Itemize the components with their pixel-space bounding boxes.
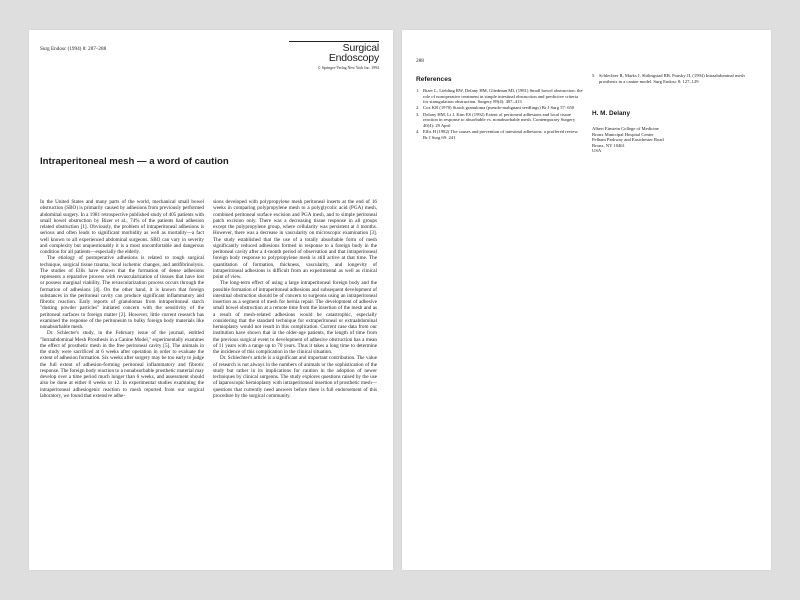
paragraph: Dr. Schlecter's study, in the February issue of the journal, entitled "Intraabdominal Mesh Prosthesis in a Canine Model," experimentally examines the effect of prosthetic mesh in the free peritoneal cavity [5]. The animals in the study were sacrificed at 6 weeks after operation in order to evaluate the extent of adhesion formation. Six weeks after surgery may be too early to judge the full extent of adhesion-forming peritoneal inflammatory and fibrotic response. The foreign body reaction to a nonabsorbable prosthetic material may develop over a time period much longer than 6 weeks, and assessment should also be done at either 8 weeks or 12. In experimental studies examining the intraperitoneal adhesiogenic reaction to mesh reported from our surgical laboratory, we found that extensive adhe- <box>40 330 204 399</box>
logo-line2: Endoscopy <box>328 52 379 64</box>
reference-item <box>416 129 584 140</box>
reference-number: 2. <box>416 105 420 111</box>
reference-item <box>416 112 584 129</box>
left-page <box>29 30 393 570</box>
affiliation-line: Bronx, NY 10461 <box>592 142 625 148</box>
paragraph: The long-term effect of using a large intraperitoneal foreign body and the possible formation of intraperitoneal adhesions and subsequent development of intestinal obstruction should be of concern to surgeons using an intraperitoneal insertion as a segment of mesh for hernia repair. The development of adhesive small bowel obstruction at a remote time from the insertion of the mesh and as a result of mesh-related adhesions would be catastrophic, especially considering that the standard technique for extraperitoneal or extraabdominal hernioplasty would not result in this complication. Current case data from our institution have shown that in the older-age patients, the length of time from the previous surgical event to development of adhesive obstruction has a mean of 11 years with a range up to 70 years. Thus it takes a long time to determine the incidence of this complication in the clinical situation. <box>213 280 377 355</box>
body-column-right <box>213 199 377 399</box>
paragraph: In the United States and many parts of the world, mechanical small bowel obstruction (SBO) is primarily caused by adhesions from previously performed abdominal surgery. In a 1981 retrospective published study of 405 patients with small bowel obstruction by Bizer et al., 74% of the patients had adhesion related obstruction [1]. Obviously, the problem of intraperitoneal adhesions is serious and often leads to significant morbidity as well as mortality—a fact well known to all experienced abdominal surgeons. SBO can vary in severity and complexity but unquestionably it is a most uncomfortable and dangerous condition for all patients—especially the elderly. <box>40 199 204 255</box>
journal-logo <box>289 41 379 70</box>
reference-text: Delany HM, Li J, Kim ES (1992) Extent of peritoneal adhesions and local tissue reaction in response to absorbable vs. nonabsorbable mesh. Contemporary Surgery 40(4): 29 April <box>423 111 576 128</box>
references-list-continued <box>592 73 756 85</box>
reference-number: 4. <box>416 128 420 134</box>
journal-citation: Surg Endosc (1994) 8: 287–288 <box>40 46 107 52</box>
affiliation-line: Albert Einstein College of Medicine <box>592 126 659 131</box>
author-name: H. M. Delany <box>592 110 630 117</box>
publisher-copyright: © Springer-Verlag New York Inc. 1994 <box>317 66 379 70</box>
author-affiliation <box>592 126 664 154</box>
paragraph: The etiology of postoperative adhesions is related to rough surgical technique, surgical tissue trauma, local ischemic changes, and antifibrinolysis. The studies of Ellis have shown that the formation of dense adhesions represents a reparative process with revascularization of tissues that have lost or possess marginal viability. The revascularization process occurs through the formation of adhesions [4]. On the other hand, it is known that foreign substances in the peritoneal cavity can produce significant inflammatory and fibrotic reaction. Early reports of granulomas from intraperitoneal starch "dusting powder particles" initiated concern with the sensitivity of the peritoneal surfaces to foreign matter [2]. However, little current research has examined the response of the peritoneum to bulky foreign body materials like nonabsorbable mesh. <box>40 255 204 330</box>
references-list <box>416 88 584 141</box>
page-number: 288 <box>416 58 424 64</box>
reference-item <box>592 73 756 84</box>
reference-number: 1. <box>416 88 420 93</box>
reference-text: Ellis H (1982) The causes and prevention of intestinal adhesions: a proffered review. Br J Surg 69: 241 <box>423 128 579 140</box>
article-title: Intraperitoneal mesh — a word of caution <box>40 156 229 167</box>
reference-text: Schlechter B, Marks J, Shiltngstad RB, Ponsky JL (1994) Intraabdominal mesh prosthesis in a canine model. Surg Endosc 8: 127–129 <box>599 73 745 84</box>
right-page <box>402 30 771 570</box>
reference-number: 3. <box>416 111 420 117</box>
paragraph: sions developed with polypropylene mesh peritoneal inserts at the end of 16 weeks in comparing polypropylene mesh to a polyglycolic acid (PGA) mesh, combined peritoneal surface excision and PGA mesh, and to simple peritoneal patch excision only. There was a decreasing tissue response in all groups except the polypropylene group, where cellularity was persistent at 4 months. However, there was a decrease in vascularity on microscopic examination [3]. The study established that the use of a totally absorbable form of mesh significantly reduced adhesions formed in response to a foreign body in the peritoneal cavity after a 4-month period of observation and that intraperitoneal foreign body response to polypropylene mesh is still active at that time. The quantitation of formation, thickness, vascularity, and longevity of intraperitoneal adhesions is difficult from an experimental as well as clinical point of view. <box>213 199 377 280</box>
affiliation-line: USA <box>592 148 602 154</box>
reference-text: Bizer L, Liebling RW, Delany HM, Gliedman ML (1981) Small bowel obstruction: the role of nonoperative treatment in simple intestinal obstruction and predictive criteria for strangulation obstruction. Surgery 89(4): 407–413 <box>423 88 583 105</box>
reference-number: 5. <box>592 73 596 78</box>
affiliation-line: Pelham Parkway and Eastchester Road <box>592 137 664 143</box>
reference-item <box>416 88 584 105</box>
reference-text: Cox KR (1970) Starch granuloma (pseudo-malignant seedlings) Br J Surg 57: 650 <box>423 105 575 111</box>
affiliation-line: Bronx Municipal Hospital Center <box>592 131 654 137</box>
paragraph: Dr. Schlechter's article is a significant and important contribution. The value of research is not always in the numbers of animals or the sophistication of the study but rather in its implications for caution in the adoption of newer techniques by clinical surgeons. The study explores questions raised by the use of laparoscopic hernioplasty with intraperitoneal insertion of prosthetic mesh—questions that currently need answers before there is full endorsement of this procedure by the surgical community. <box>213 355 378 399</box>
logo-line1: Surgical <box>342 42 379 54</box>
reference-item <box>416 105 584 111</box>
references-heading: References <box>416 76 452 83</box>
body-column-left <box>40 199 204 399</box>
